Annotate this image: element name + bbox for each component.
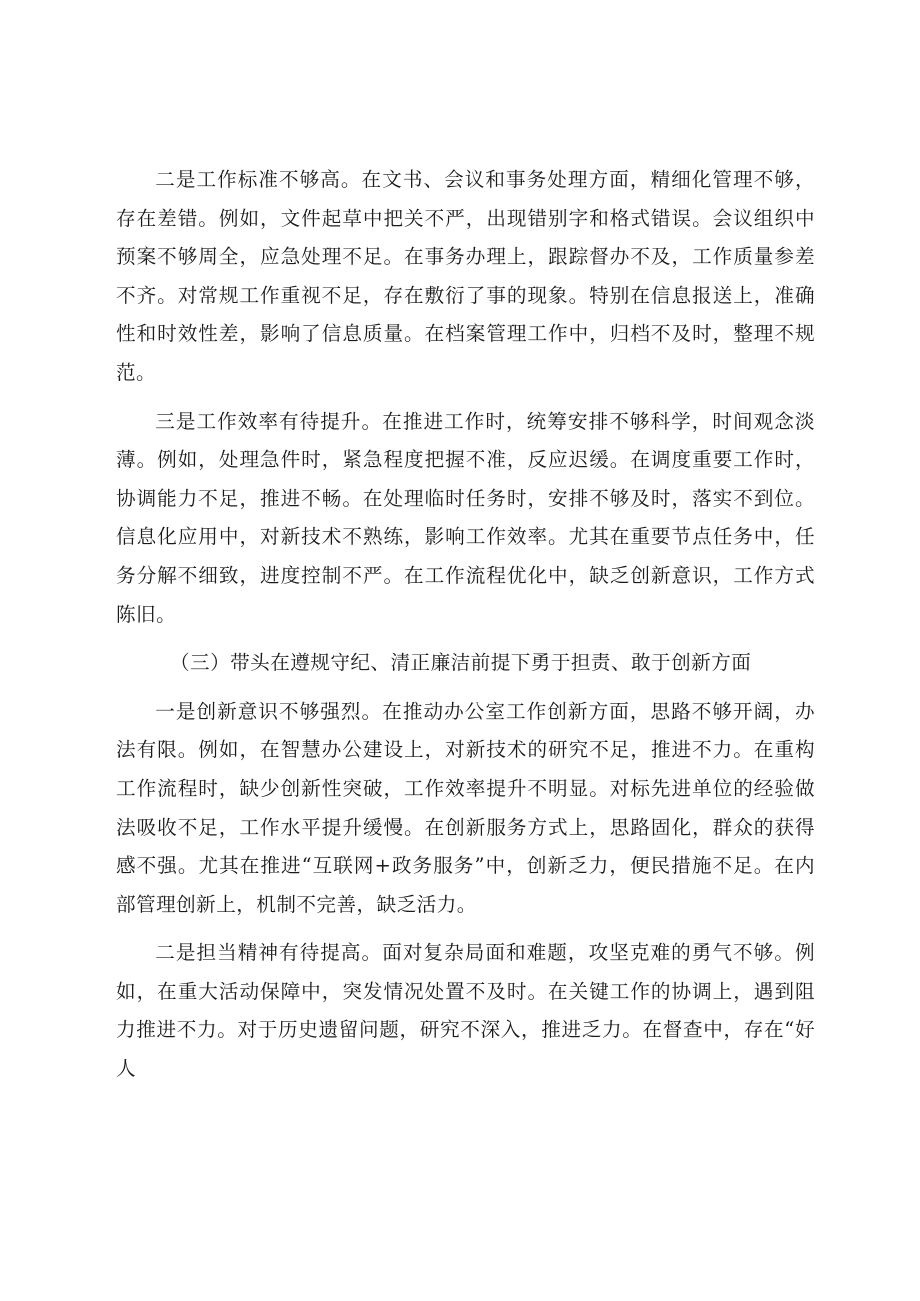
- section-heading-text: （三）带头在遵规守纪、清正廉洁前提下勇于担责、敢于创新方面: [170, 651, 752, 675]
- paragraph-innovation-awareness: 一是创新意识不够强烈。在推动办公室工作创新方面，思路不够开阔，办法有限。例如，在智慧办公建设上，对新技术的研究不足，推进不力。在重构工作流程时，缺少创新性突破，工作效率提升不明显。对标先进单位的经验做法吸收不足，工作水平提升缓慢。在创新服务方式上，思路固化，群众的获得感不强。尤其在推进“互联网+政务服务”中，创新乏力，便民措施不足。在内部管理创新上，机制不完善，缺乏活力。: [116, 699, 815, 916]
- paragraph-work-efficiency: 三是工作效率有待提升。在推进工作时，统筹安排不够科学，时间观念淡薄。例如，处理急件时，紧急程度把握不准，反应迟缓。在调度重要工作时，协调能力不足，推进不畅。在处理临时任务时，安排不够及时，落实不到位。信息化应用中，对新技术不熟练，影响工作效率。尤其在重要节点任务中，任务分解不细致，进度控制不严。在工作流程优化中，缺乏创新意识，工作方式陈旧。: [116, 409, 815, 626]
- section-heading: [116, 644, 815, 683]
- paragraph-responsibility-spirit: 二是担当精神有待提高。面对复杂局面和难题，攻坚克难的勇气不够。例如，在重大活动保障中，突发情况处置不及时。在关键工作的协调上，遇到阻力推进不力。对于历史遗留问题，研究不深入，推进乏力。在督查中，存在“好人: [116, 941, 815, 1081]
- document-body: [116, 161, 815, 1089]
- paragraph-work-standards: 二是工作标准不够高。在文书、会议和事务处理方面，精细化管理不够，存在差错。例如，文件起草中把关不严，出现错别字和格式错误。会议组织中预案不够周全，应急处理不足。在事务办理上，跟踪督办不及，工作质量参差不齐。对常规工作重视不足，存在敷衍了事的现象。特别在信息报送上，准确性和时效性差，影响了信息质量。在档案管理工作中，归档不及时，整理不规范。: [116, 168, 815, 384]
